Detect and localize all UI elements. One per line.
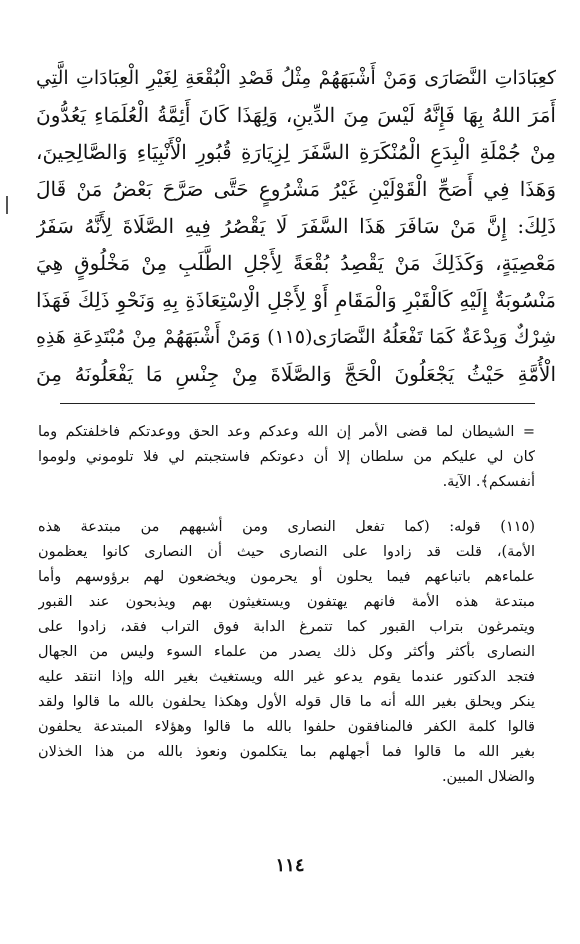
page-number: ١١٤ [275,855,305,876]
margin-mark [6,196,8,214]
footnote-line: فتجد الدكتور عندما يقوم يدعو غير الله ويستغيث بغير الله وإذا انتقد عليه [38,669,535,685]
main-text-line: وَهَذَا فِي أَصَحِّ الْقَوْلَيْنِ غَيْرُ مَشْرُوعٍ حَتَّى صَرَّحَ بَعْضُ مَنْ قَالَ [36,177,556,201]
footnote-spacer [38,495,535,515]
footnote-line: الأمة)، قلت قد زادوا على النصارى حيث أن النصارى كانوا يعظمون [38,544,535,560]
footnote-line: كان لي عليكم من سلطان إلا أن دعوتكم فاستجبتم لي فلا تلوموني ولوموا [38,449,535,465]
main-text-line: ذَلِكَ: إِنَّ مَنْ سَافَرَ هَذَا السَّفَرَ لَا يَقْصُرُ فِيهِ الصَّلَاةَ لِأَنَّهُ سَفَرُ [36,214,556,238]
footnote-line: والضلال المبين. [441,769,535,785]
footnote-line: ينكر ويحلق بغير الله أنه ما قال قوله الأول وهكذا يحلفون بالله ما قالوا ولقد [38,694,535,710]
footnote-continuation [38,420,535,495]
footnotes-section [38,420,535,790]
footnote-line: النصارى بأكثر وأكثر وكل ذلك يصدر من علماء السوء وليس من الجهال [38,644,535,660]
main-text-line: شِرْكٌ وَبِدْعَةٌ كَمَا تَفْعَلُهُ النَّصَارَى(١١٥) وَمَنْ أَشْبَهَهُمْ مِنْ مُبْتَدِعَةِ هَذِهِ [36,326,556,348]
footnote-line: = الشيطان لما قضى الأمر إن الله وعدكم وعد الحق ووعدتكم فاخلفتكم وما [38,424,535,440]
main-text-line: أَمَرَ اللهُ بِهَا فَإِنَّهُ لَيْسَ مِنَ الدِّينِ، وَلِهَذَا كَانَ أَئِمَّةُ الْعُلَمَاءِ يَعُدُّونَ [36,103,556,127]
footnote-line: بغير الله ما قالوا فما أجهلهم بما يتكلمون ونعوذ بالله من هذا الخذلان [38,744,535,760]
footnote-line: ويتمرغون بتراب القبور كما تتمرغ الدابة فوق التراب فقد، زادوا على [38,619,535,635]
main-text-line: مَنْسُوبَةٌ إِلَيْهِ كَالْقَبْرِ وَالْمَقَامِ أَوْ لِأَجْلِ الْاِسْتِعَاذَةِ بِهِ وَنَحْوِ ذَلِكَ فَهَذَا [36,288,556,312]
footnote-line: (١١٥) قوله: (كما تفعل النصارى ومن أشبههم من مبتدعة هذه [38,519,535,535]
footnote-line: قالوا كلمة الكفر فالمنافقون حلفوا بالله ما قالوا وهؤلاء المبتدعة يحلفون [38,719,535,735]
main-text-line: كعِبَادَاتِ النَّصَارَى وَمَنْ أَشْبَهَهُمْ مِثْلُ قَصْدِ الْبُقْعَةِ لِغَيْرِ الْعِبَادَاتِ الَّتِي [36,67,556,89]
main-text-line: الْأُمَّةِ حَيْثُ يَجْعَلُونَ الْحَجَّ وَالصَّلَاةَ مِنْ جِنْسِ مَا يَفْعَلُونَهُ مِنَ [36,362,556,386]
footnote-line: أنفسكم﴾. الآية. [442,474,535,490]
footnote-115 [38,515,535,790]
main-text-body [36,60,556,393]
footnote-divider [60,403,535,404]
footnote-line: علماءهم باتباعهم فيما يحلون أو يحرمون ويخضعون لهم برؤوسهم وأما [38,569,535,585]
main-text-line: مِنْ جُمْلَةِ الْبِدَعِ الْمُنْكَرَةِ السَّفَرَ لِزِيَارَةِ قُبُورِ الْأَنْبِيَاءِ وَالصَّالِحِينَ، [36,140,556,164]
main-text-line: مَعْصِيَةٍ، وَكَذَلِكَ مَنْ يَقْصِدُ بُقْعَةً لِأَجْلِ الطَّلَبِ مِنْ مَخْلُوقٍ هِيَ [36,251,556,275]
footnote-line: مبتدعة هذه الأمة فانهم يهتفون ويستغيثون بهم ويذبحون عند القبور [38,594,535,610]
